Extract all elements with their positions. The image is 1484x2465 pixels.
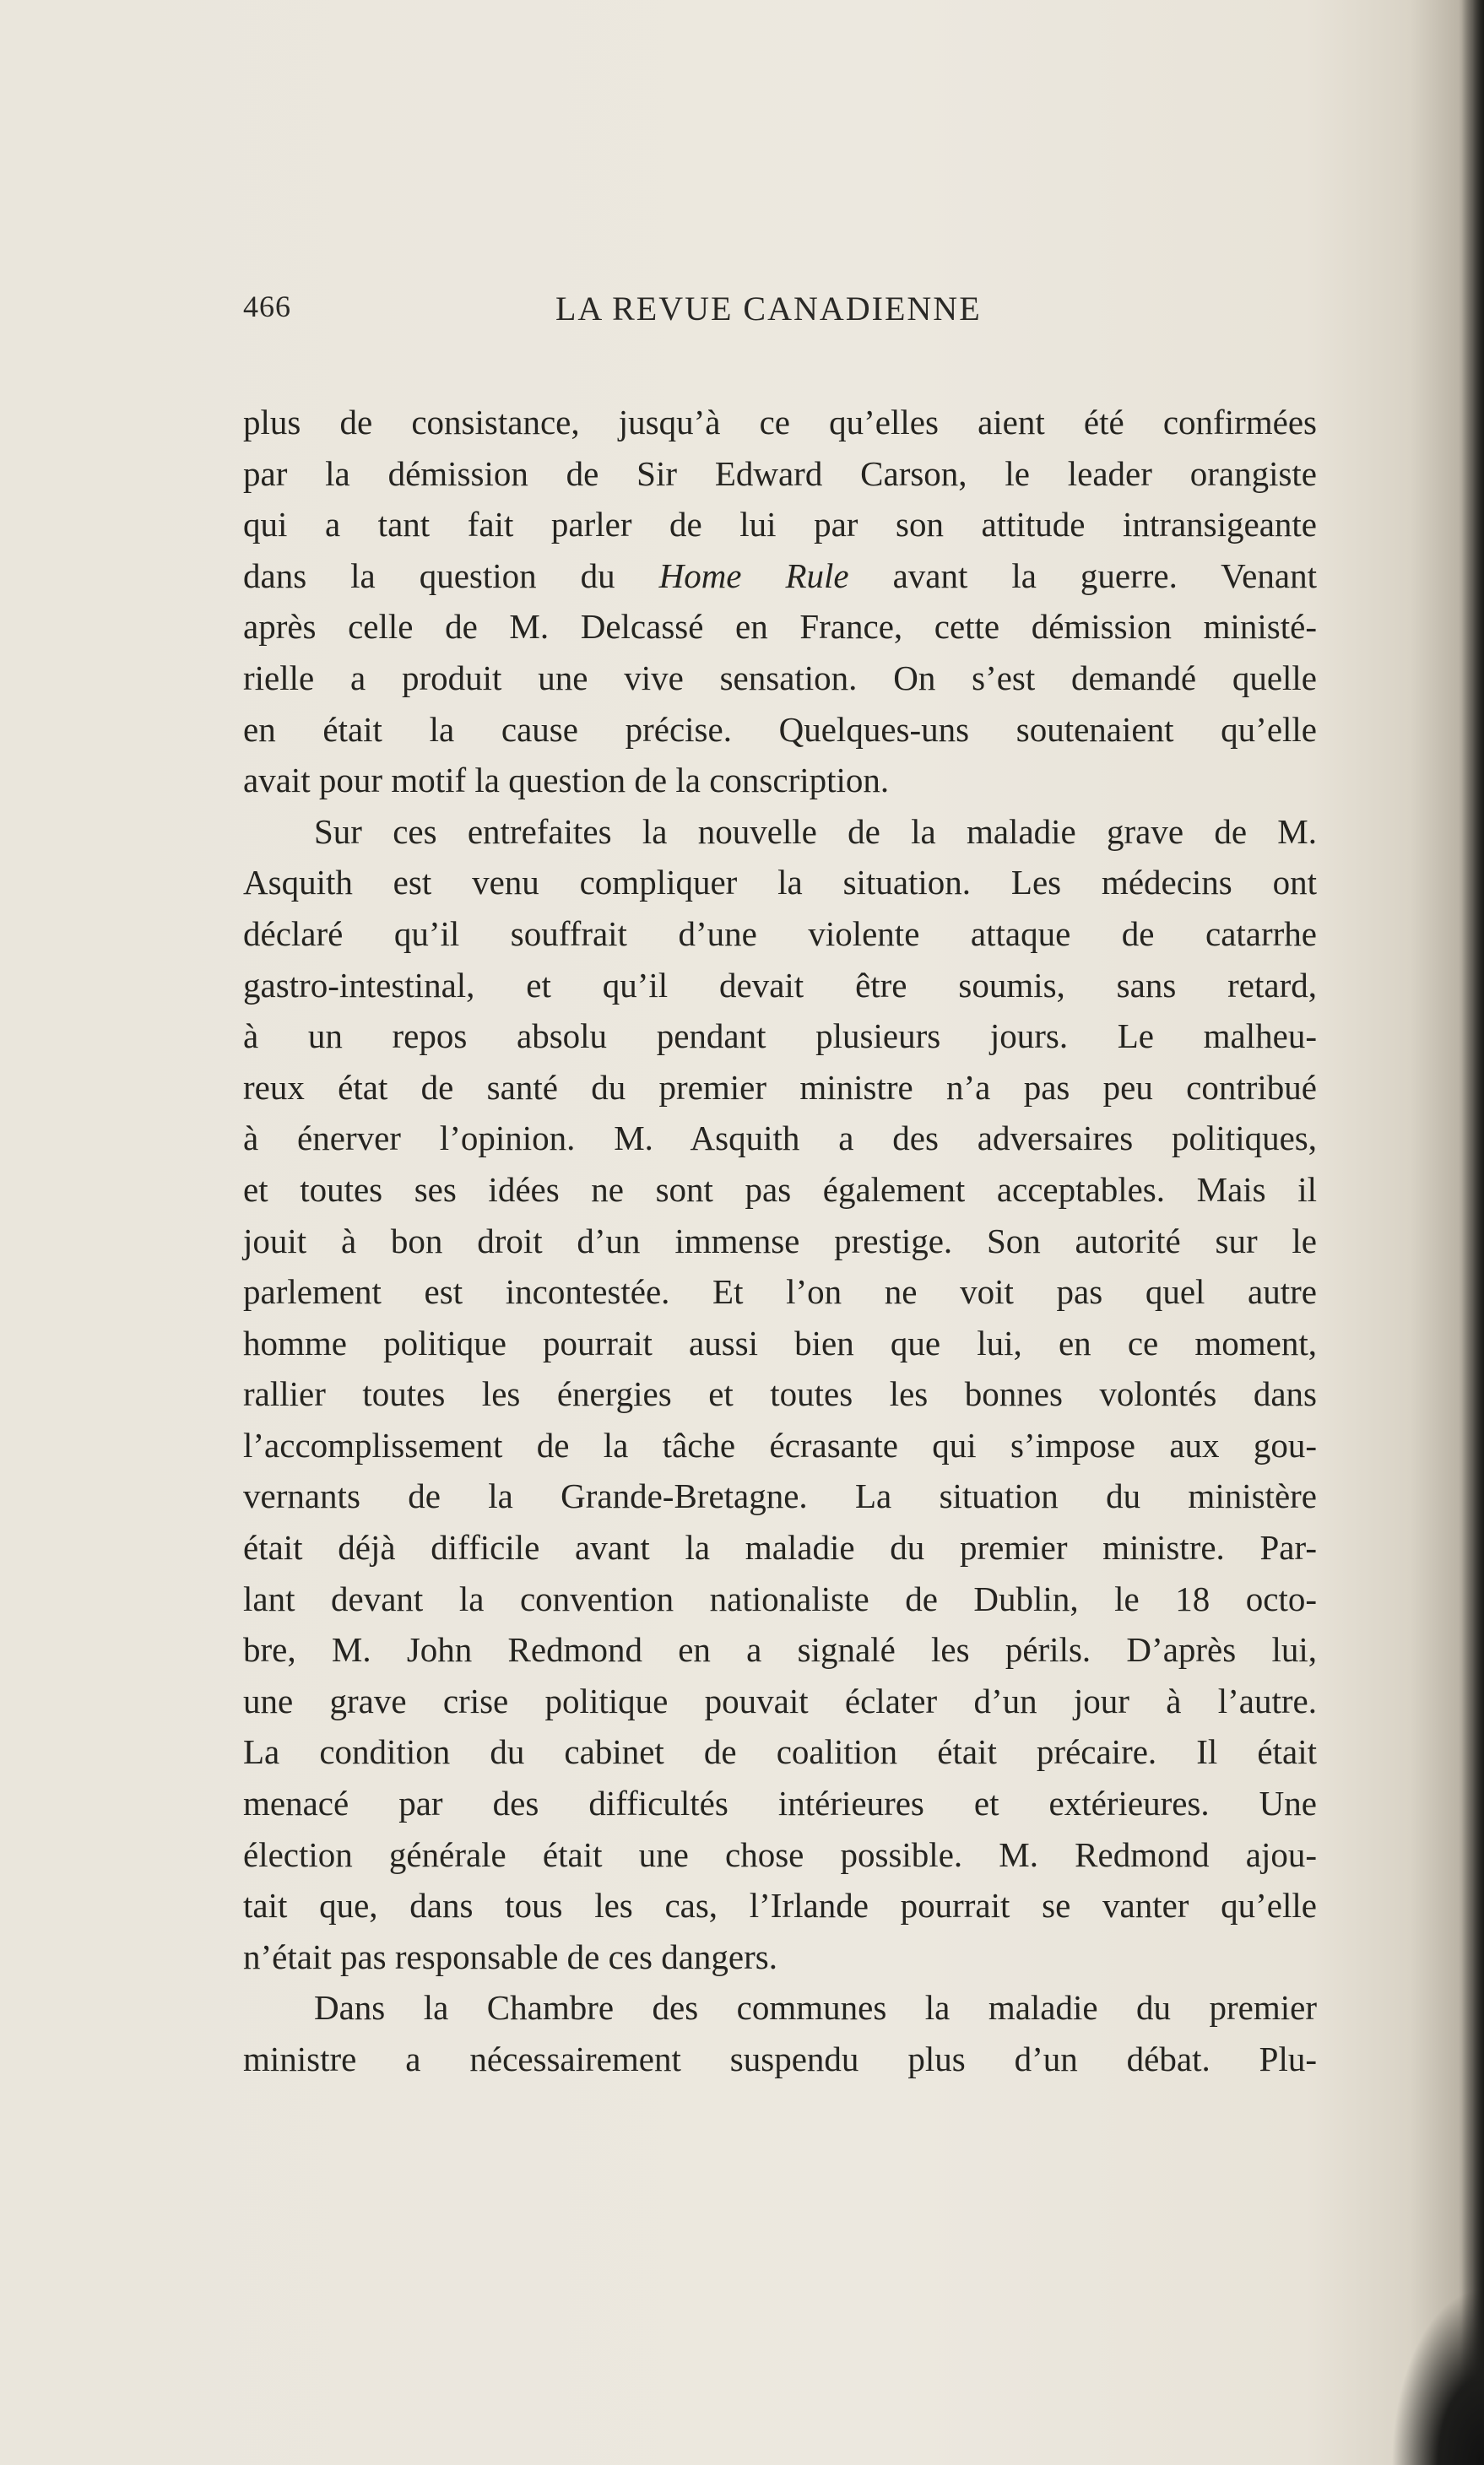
paragraph — [243, 1982, 1317, 2084]
text-fragment: homme politique pourrait aussi bien que lui, en ce moment, — [243, 1323, 1317, 1363]
text-line — [243, 1982, 1317, 2034]
text-fragment: lant devant la convention nationaliste de Dublin, le 18 octo- — [243, 1579, 1317, 1618]
text-line — [243, 1216, 1317, 1267]
text-fragment: Asquith est venu compliquer la situation. Les médecins ont — [243, 863, 1317, 902]
text-line — [243, 1778, 1317, 1829]
journal-title: LA REVUE CANADIENNE — [555, 290, 982, 328]
text-line — [243, 1471, 1317, 1522]
text-line — [243, 2034, 1317, 2085]
text-line — [243, 1062, 1317, 1113]
text-line — [243, 1368, 1317, 1420]
text-fragment: élection générale était une chose possible. M. Redmond ajou- — [243, 1834, 1317, 1874]
text-fragment: plus de consistance, jusqu’à ce qu’elles aient été confirmées — [243, 403, 1317, 442]
page-corner-shadow — [1391, 2288, 1484, 2465]
text-line — [243, 1318, 1317, 1369]
text-line — [243, 806, 1317, 858]
text-fragment: parlement est incontestée. Et l’on ne voit pas quel autre — [243, 1272, 1317, 1312]
text-fragment: qui a tant fait parler de lui par son attitude intransigeante — [243, 505, 1317, 544]
text-fragment: déclaré qu’il souffrait d’une violente attaque de catarrhe — [243, 913, 1317, 953]
text-fragment: par la démission de Sir Edward Carson, le leader orangiste — [243, 453, 1317, 493]
text-line — [243, 397, 1317, 448]
text-line — [243, 1113, 1317, 1164]
text-line — [243, 1420, 1317, 1471]
text-fragment: bre, M. John Redmond en a signalé les périls. D’après lui, — [243, 1630, 1317, 1670]
text-fragment: était déjà difficile avant la maladie du premier ministre. Par- — [243, 1528, 1317, 1568]
body-text — [243, 397, 1317, 2085]
text-fragment: n’était pas responsable de ces dangers. — [243, 1937, 777, 1976]
text-line — [243, 653, 1317, 704]
italic-term: Home Rule — [658, 555, 849, 595]
text-fragment: avait pour motif la question de la conscription. — [243, 761, 890, 800]
paragraph — [243, 397, 1317, 806]
text-line — [243, 704, 1317, 756]
text-line — [243, 908, 1317, 960]
text-fragment: l’accomplissement de la tâche écrasante qui s’impose aux gou- — [243, 1425, 1317, 1465]
text-fragment: reux état de santé du premier ministre n’a pas peu contribué — [243, 1067, 1317, 1107]
text-fragment: jouit à bon droit d’un immense prestige. Son autorité sur le — [243, 1221, 1317, 1260]
text-line — [243, 1829, 1317, 1881]
text-line — [243, 601, 1317, 653]
text-fragment: à énerver l’opinion. M. Asquith a des adversaires politiques, — [243, 1119, 1317, 1158]
text-fragment: et toutes ses idées ne sont pas également acceptables. Mais il — [243, 1169, 1317, 1209]
text-fragment: rielle a produit une vive sensation. On s’est demandé quelle — [243, 658, 1317, 697]
paragraph — [243, 806, 1317, 1983]
text-line — [243, 1266, 1317, 1318]
text-fragment: à un repos absolu pendant plusieurs jours. Le malheu- — [243, 1016, 1317, 1056]
text-line — [243, 1574, 1317, 1625]
text-line — [243, 1726, 1317, 1778]
running-head — [243, 289, 1087, 331]
text-fragment: menacé par des difficultés intérieures et extérieures. Une — [243, 1784, 1317, 1823]
text-line — [243, 1931, 1317, 1983]
page-edge-shadow — [1459, 0, 1484, 2465]
text-fragment: gastro-intestinal, et qu’il devait être soumis, sans retard, — [243, 965, 1317, 1005]
text-line — [243, 499, 1317, 550]
text-fragment: Dans la Chambre des communes la maladie du premier — [314, 1988, 1317, 2028]
text-fragment: La condition du cabinet de coalition était précaire. Il était — [243, 1732, 1317, 1772]
text-fragment: Sur ces entrefaites la nouvelle de la maladie grave de M. — [314, 811, 1317, 851]
text-line — [243, 1880, 1317, 1931]
text-fragment: ministre a nécessairement suspendu plus d’un débat. Plu- — [243, 2040, 1317, 2078]
text-line — [243, 1522, 1317, 1574]
text-line — [243, 857, 1317, 908]
text-fragment: vernants de la Grande-Bretagne. La situation du ministère — [243, 1476, 1317, 1516]
text-line — [243, 1164, 1317, 1216]
text-line — [243, 1624, 1317, 1676]
text-line — [243, 550, 1317, 602]
text-fragment: une grave crise politique pouvait éclater d’un jour à l’autre. — [243, 1681, 1317, 1720]
text-line — [243, 755, 1317, 806]
text-fragment: après celle de M. Delcassé en France, cette démission ministé- — [243, 607, 1317, 647]
page-number: 466 — [243, 290, 291, 323]
text-line — [243, 1676, 1317, 1727]
text-line — [243, 960, 1317, 1011]
text-fragment: en était la cause précise. Quelques-uns soutenaient qu’elle — [243, 709, 1317, 749]
text-line — [243, 1010, 1317, 1062]
text-line — [243, 448, 1317, 500]
text-fragment: dans la question du — [243, 555, 659, 595]
text-fragment: avant la guerre. Venant — [848, 555, 1317, 595]
text-fragment: rallier toutes les énergies et toutes les bonnes volontés dans — [243, 1374, 1317, 1414]
text-fragment: tait que, dans tous les cas, l’Irlande pourrait se vanter qu’elle — [243, 1886, 1317, 1926]
